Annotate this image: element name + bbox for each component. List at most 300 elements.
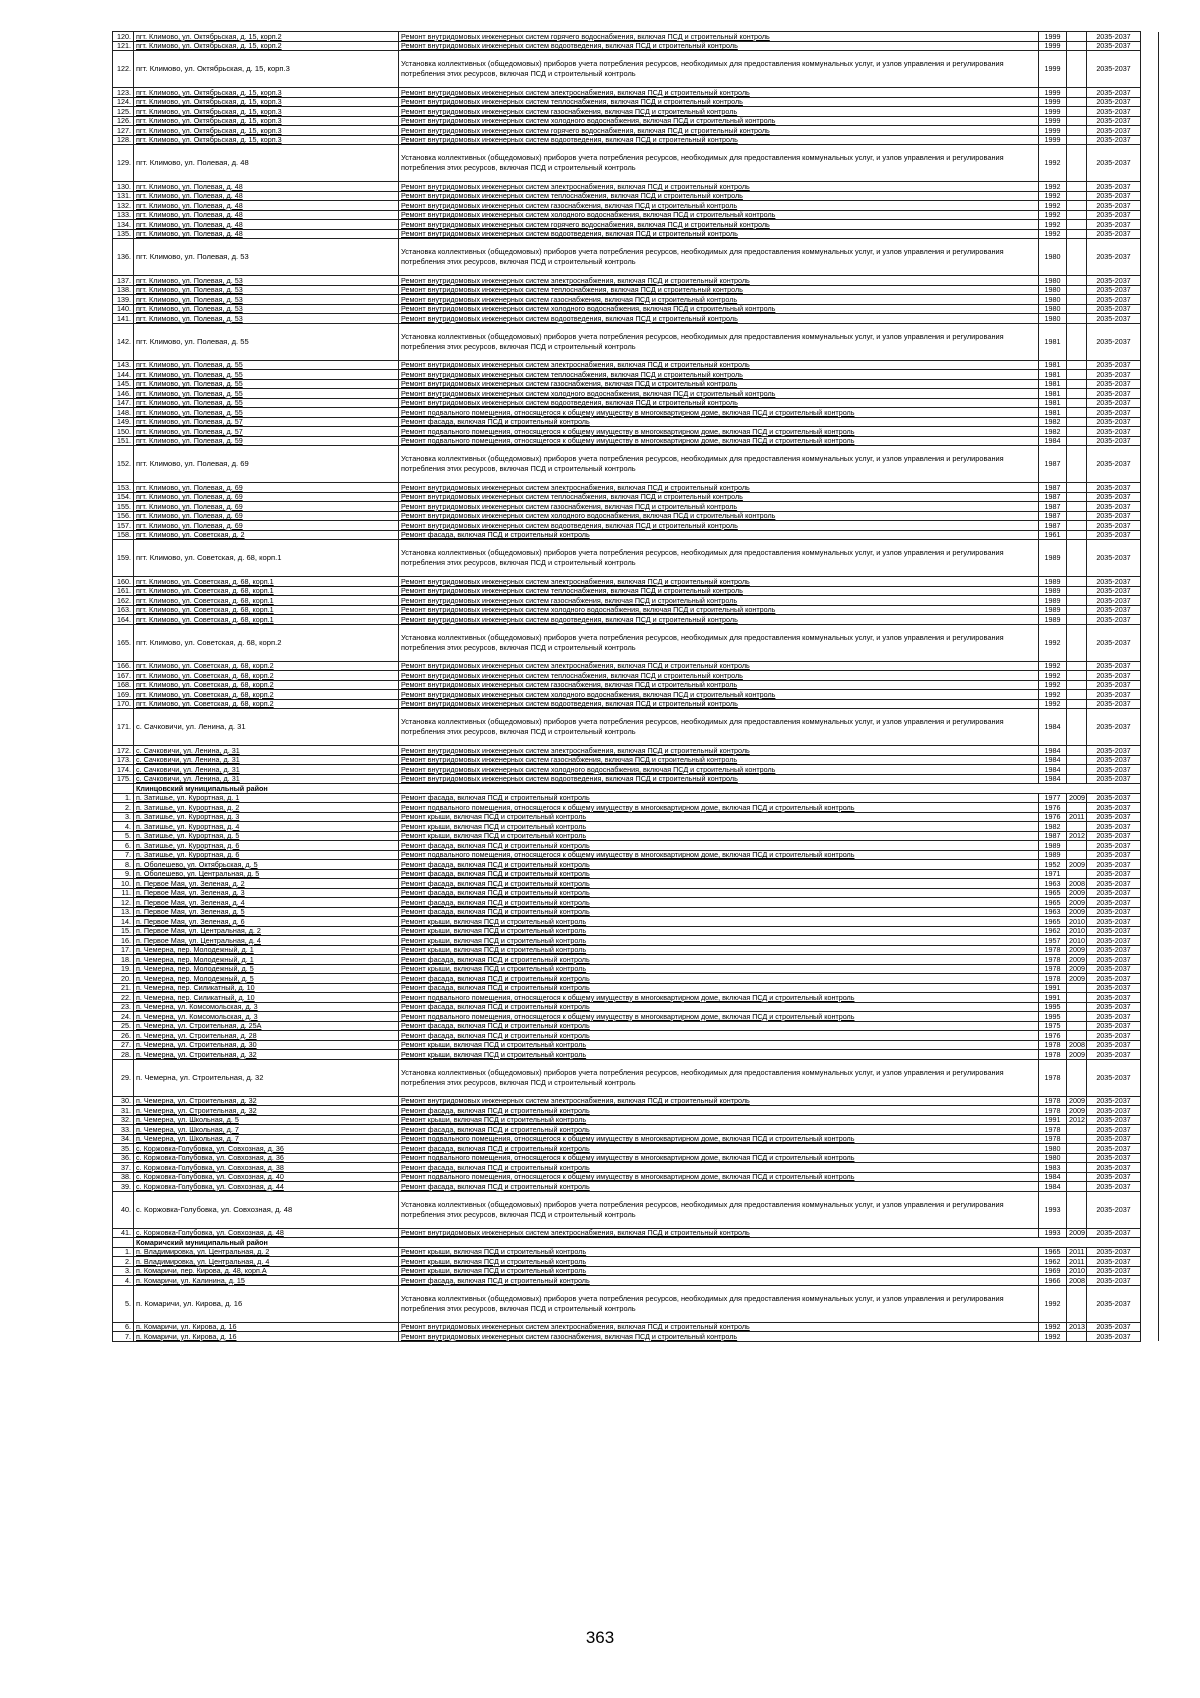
- build-year-cell: 1984: [1039, 746, 1067, 756]
- last-repair-year-cell: [1067, 1163, 1087, 1173]
- address-cell: пгт. Климово, ул. Полевая, д. 55: [134, 408, 399, 418]
- work-type-cell: Установка коллективных (общедомовых) приборов учета потребления ресурсов, необходимых для предоставления коммунальных услуг, и узлов управления и регулирования потребления этих ресурсов, включая ПСД и строительный контроль: [399, 323, 1039, 360]
- row-number: 41.: [113, 1228, 134, 1238]
- work-type-cell: Ремонт крыши, включая ПСД и строительный контроль: [399, 1050, 1039, 1060]
- planned-period-cell: 2035-2037: [1087, 1322, 1141, 1332]
- table-row: [113, 492, 1159, 502]
- address-cell: пгт. Климово, ул. Полевая, д. 55: [134, 360, 399, 370]
- last-repair-year-cell: [1067, 182, 1087, 192]
- build-year-cell: 1992: [1039, 661, 1067, 671]
- row-number: 169.: [113, 690, 134, 700]
- build-year-cell: 1992: [1039, 229, 1067, 239]
- build-year-cell: 1978: [1039, 974, 1067, 984]
- planned-period-cell: 2035-2037: [1087, 1163, 1141, 1173]
- address-cell: пгт. Климово, ул. Полевая, д. 53: [134, 295, 399, 305]
- planned-period-cell: 2035-2037: [1087, 492, 1141, 502]
- table-row: [113, 803, 1159, 813]
- build-year-cell: 1999: [1039, 135, 1067, 145]
- row-number: 159.: [113, 540, 134, 577]
- address-cell: пгт. Климово, ул. Полевая, д. 57: [134, 417, 399, 427]
- build-year-cell: 1981: [1039, 323, 1067, 360]
- extra-cell: [1141, 690, 1159, 700]
- extra-cell: [1141, 295, 1159, 305]
- last-repair-year-cell: 2009: [1067, 964, 1087, 974]
- district-blank-cell: [113, 784, 134, 794]
- row-number: 172.: [113, 746, 134, 756]
- work-type-cell: Ремонт крыши, включая ПСД и строительный контроль: [399, 964, 1039, 974]
- last-repair-year-cell: [1067, 1144, 1087, 1154]
- row-number: 153.: [113, 483, 134, 493]
- work-type-cell: Установка коллективных (общедомовых) приборов учета потребления ресурсов, необходимых для предоставления коммунальных услуг, и узлов управления и регулирования потребления этих ресурсов, включая ПСД и строительный контроль: [399, 624, 1039, 661]
- row-number: 170.: [113, 699, 134, 709]
- build-year-cell: 1965: [1039, 1247, 1067, 1257]
- extra-cell: [1141, 408, 1159, 418]
- address-cell: с. Сачковичи, ул. Ленина, д. 31: [134, 765, 399, 775]
- build-year-cell: 1992: [1039, 680, 1067, 690]
- build-year-cell: 1992: [1039, 210, 1067, 220]
- row-number: 163.: [113, 605, 134, 615]
- work-type-cell: Ремонт внутридомовых инженерных систем электроснабжения, включая ПСД и строительный контроль: [399, 182, 1039, 192]
- address-cell: п. Затишье, ул. Курортная, д. 6: [134, 841, 399, 851]
- row-number: 168.: [113, 680, 134, 690]
- extra-cell: [1141, 1031, 1159, 1041]
- row-number: 175.: [113, 774, 134, 784]
- last-repair-year-cell: [1067, 1002, 1087, 1012]
- last-repair-year-cell: 2009: [1067, 898, 1087, 908]
- address-cell: п. Комаричи, ул. Калинина, д. 15: [134, 1276, 399, 1286]
- extra-cell: [1141, 276, 1159, 286]
- planned-period-cell: 2035-2037: [1087, 879, 1141, 889]
- row-number: 174.: [113, 765, 134, 775]
- extra-cell: [1141, 530, 1159, 540]
- work-type-cell: Ремонт внутридомовых инженерных систем водоотведения, включая ПСД и строительный контроль: [399, 229, 1039, 239]
- planned-period-cell: 2035-2037: [1087, 1002, 1141, 1012]
- planned-period-cell: 2035-2037: [1087, 201, 1141, 211]
- work-type-cell: Ремонт внутридомовых инженерных систем электроснабжения, включая ПСД и строительный контроль: [399, 1322, 1039, 1332]
- address-cell: пгт. Климово, ул. Полевая, д. 48: [134, 201, 399, 211]
- address-cell: пгт. Климово, ул. Полевая, д. 69: [134, 502, 399, 512]
- address-cell: с. Сачковичи, ул. Ленина, д. 31: [134, 709, 399, 746]
- row-number: 32.: [113, 1115, 134, 1125]
- row-number: 139.: [113, 295, 134, 305]
- work-type-cell: Ремонт внутридомовых инженерных систем теплоснабжения, включая ПСД и строительный контроль: [399, 191, 1039, 201]
- extra-cell: [1141, 323, 1159, 360]
- address-cell: с. Коржовка-Голубовка, ул. Совхозная, д. 38: [134, 1163, 399, 1173]
- extra-cell: [1141, 1163, 1159, 1173]
- table-row: [113, 276, 1159, 286]
- work-type-cell: Ремонт подвального помещения, относящегося к общему имуществу в многоквартирном доме, включая ПСД и строительный контроль: [399, 1134, 1039, 1144]
- extra-cell: [1141, 1247, 1159, 1257]
- extra-cell: [1141, 1182, 1159, 1192]
- build-year-cell: 1975: [1039, 1021, 1067, 1031]
- address-cell: п. Комаричи, пер. Кирова, д. 48, корп.А: [134, 1266, 399, 1276]
- extra-cell: [1141, 1172, 1159, 1182]
- schedule-sheet: [112, 31, 1158, 1342]
- table-row: [113, 586, 1159, 596]
- work-type-cell: Ремонт фасада, включая ПСД и строительный контроль: [399, 1276, 1039, 1286]
- row-number: 23.: [113, 1002, 134, 1012]
- planned-period-cell: 2035-2037: [1087, 964, 1141, 974]
- address-cell: пгт. Климово, ул. Советская, д. 68, корп.2: [134, 671, 399, 681]
- build-year-cell: 1984: [1039, 765, 1067, 775]
- address-cell: пгт. Климово, ул. Полевая, д. 53: [134, 276, 399, 286]
- last-repair-year-cell: [1067, 436, 1087, 446]
- address-cell: пгт. Климово, ул. Полевая, д. 53: [134, 285, 399, 295]
- planned-period-cell: 2035-2037: [1087, 1285, 1141, 1322]
- last-repair-year-cell: 2009: [1067, 1096, 1087, 1106]
- address-cell: п. Комаричи, ул. Кирова, д. 16: [134, 1332, 399, 1342]
- address-cell: пгт. Климово, ул. Полевая, д. 55: [134, 370, 399, 380]
- address-cell: п. Первое Мая, ул. Зеленая, д. 4: [134, 898, 399, 908]
- row-number: 140.: [113, 304, 134, 314]
- planned-period-cell: 2035-2037: [1087, 661, 1141, 671]
- work-type-cell: Ремонт фасада, включая ПСД и строительный контроль: [399, 869, 1039, 879]
- table-row: [113, 135, 1159, 145]
- address-cell: пгт. Климово, ул. Полевая, д. 55: [134, 379, 399, 389]
- extra-cell: [1141, 680, 1159, 690]
- planned-period-cell: 2035-2037: [1087, 41, 1141, 51]
- district-name: Комаричский муниципальный район: [134, 1238, 399, 1248]
- district-header-row: [113, 784, 1159, 794]
- table-row: [113, 1276, 1159, 1286]
- build-year-cell: 1980: [1039, 276, 1067, 286]
- build-year-cell: 1961: [1039, 530, 1067, 540]
- extra-cell: [1141, 822, 1159, 832]
- row-number: 2.: [113, 1257, 134, 1267]
- work-type-cell: Ремонт внутридомовых инженерных систем холодного водоснабжения, включая ПСД и строительный контроль: [399, 690, 1039, 700]
- row-number: 27.: [113, 1040, 134, 1050]
- planned-period-cell: 2035-2037: [1087, 1276, 1141, 1286]
- table-row: [113, 389, 1159, 399]
- build-year-cell: 1981: [1039, 389, 1067, 399]
- last-repair-year-cell: [1067, 774, 1087, 784]
- build-year-cell: 1978: [1039, 955, 1067, 965]
- row-number: 3.: [113, 1266, 134, 1276]
- last-repair-year-cell: [1067, 661, 1087, 671]
- planned-period-cell: 2035-2037: [1087, 1266, 1141, 1276]
- work-type-cell: Ремонт крыши, включая ПСД и строительный контроль: [399, 831, 1039, 841]
- address-cell: пгт. Климово, ул. Полевая, д. 48: [134, 182, 399, 192]
- last-repair-year-cell: [1067, 605, 1087, 615]
- work-type-cell: Ремонт внутридомовых инженерных систем водоотведения, включая ПСД и строительный контроль: [399, 41, 1039, 51]
- planned-period-cell: 2035-2037: [1087, 955, 1141, 965]
- address-cell: пгт. Климово, ул. Октябрьская, д. 15, корп.2: [134, 41, 399, 51]
- planned-period-cell: 2035-2037: [1087, 107, 1141, 117]
- extra-cell: [1141, 32, 1159, 42]
- last-repair-year-cell: [1067, 116, 1087, 126]
- last-repair-year-cell: [1067, 1191, 1087, 1228]
- work-type-cell: Ремонт фасада, включая ПСД и строительный контроль: [399, 860, 1039, 870]
- work-type-cell: Ремонт внутридомовых инженерных систем электроснабжения, включая ПСД и строительный контроль: [399, 483, 1039, 493]
- last-repair-year-cell: [1067, 41, 1087, 51]
- table-row: [113, 210, 1159, 220]
- last-repair-year-cell: 2009: [1067, 974, 1087, 984]
- extra-cell: [1141, 1238, 1159, 1248]
- extra-cell: [1141, 370, 1159, 380]
- build-year-cell: 1980: [1039, 1144, 1067, 1154]
- build-year-cell: 1987: [1039, 492, 1067, 502]
- work-type-cell: Ремонт внутридомовых инженерных систем газоснабжения, включая ПСД и строительный контроль: [399, 596, 1039, 606]
- planned-period-cell: 2035-2037: [1087, 436, 1141, 446]
- table-row: [113, 1144, 1159, 1154]
- extra-cell: [1141, 502, 1159, 512]
- work-type-cell: Установка коллективных (общедомовых) приборов учета потребления ресурсов, необходимых для предоставления коммунальных услуг, и узлов управления и регулирования потребления этих ресурсов, включая ПСД и строительный контроль: [399, 51, 1039, 88]
- last-repair-year-cell: 2009: [1067, 1050, 1087, 1060]
- district-blank-cell: [113, 1238, 134, 1248]
- extra-cell: [1141, 907, 1159, 917]
- table-row: [113, 615, 1159, 625]
- row-number: 133.: [113, 210, 134, 220]
- extra-cell: [1141, 446, 1159, 483]
- extra-cell: [1141, 784, 1159, 794]
- row-number: 20.: [113, 974, 134, 984]
- row-number: 34.: [113, 1134, 134, 1144]
- address-cell: п. Чемерна, ул. Строительная, д. 32: [134, 1050, 399, 1060]
- row-number: 36.: [113, 1153, 134, 1163]
- extra-cell: [1141, 803, 1159, 813]
- row-number: 30.: [113, 1096, 134, 1106]
- table-row: [113, 765, 1159, 775]
- planned-period-cell: 2035-2037: [1087, 765, 1141, 775]
- build-year-cell: 1989: [1039, 605, 1067, 615]
- work-type-cell: Ремонт внутридомовых инженерных систем электроснабжения, включая ПСД и строительный контроль: [399, 746, 1039, 756]
- work-type-cell: Ремонт крыши, включая ПСД и строительный контроль: [399, 926, 1039, 936]
- repair-schedule-table: [112, 31, 1159, 1342]
- build-year-cell: 1983: [1039, 1163, 1067, 1173]
- row-number: 152.: [113, 446, 134, 483]
- build-year-cell: 1976: [1039, 803, 1067, 813]
- work-type-cell: Ремонт крыши, включая ПСД и строительный контроль: [399, 812, 1039, 822]
- address-cell: пгт. Климово, ул. Полевая, д. 53: [134, 304, 399, 314]
- extra-cell: [1141, 699, 1159, 709]
- build-year-cell: 1992: [1039, 1332, 1067, 1342]
- last-repair-year-cell: [1067, 427, 1087, 437]
- last-repair-year-cell: [1067, 1332, 1087, 1342]
- build-year-cell: 1999: [1039, 88, 1067, 98]
- planned-period-cell: 2035-2037: [1087, 370, 1141, 380]
- extra-cell: [1141, 605, 1159, 615]
- build-year-cell: 1992: [1039, 145, 1067, 182]
- table-row: [113, 417, 1159, 427]
- build-year-cell: 1987: [1039, 446, 1067, 483]
- table-row: [113, 229, 1159, 239]
- planned-period-cell: 2035-2037: [1087, 1257, 1141, 1267]
- extra-cell: [1141, 850, 1159, 860]
- build-year-cell: 1981: [1039, 379, 1067, 389]
- address-cell: п. Чемерна, ул. Комсомольская, д. 3: [134, 1012, 399, 1022]
- table-row: [113, 314, 1159, 324]
- build-year-cell: 1980: [1039, 295, 1067, 305]
- row-number: 142.: [113, 323, 134, 360]
- extra-cell: [1141, 97, 1159, 107]
- work-type-cell: Ремонт подвального помещения, относящегося к общему имуществу в многоквартирном доме, включая ПСД и строительный контроль: [399, 850, 1039, 860]
- address-cell: пгт. Климово, ул. Советская, д. 68, корп.1: [134, 540, 399, 577]
- extra-cell: [1141, 1096, 1159, 1106]
- address-cell: пгт. Климово, ул. Октябрьская, д. 15, корп.3: [134, 135, 399, 145]
- planned-period-cell: 2035-2037: [1087, 907, 1141, 917]
- last-repair-year-cell: [1067, 201, 1087, 211]
- address-cell: п. Оболешево, ул. Октябрьская, д. 5: [134, 860, 399, 870]
- last-repair-year-cell: [1067, 483, 1087, 493]
- table-row: [113, 530, 1159, 540]
- work-type-cell: Ремонт внутридомовых инженерных систем газоснабжения, включая ПСД и строительный контроль: [399, 755, 1039, 765]
- build-year-cell: 1995: [1039, 1002, 1067, 1012]
- last-repair-year-cell: [1067, 1059, 1087, 1096]
- build-year-cell: 1978: [1039, 964, 1067, 974]
- work-type-cell: Ремонт фасада, включая ПСД и строительный контроль: [399, 530, 1039, 540]
- last-repair-year-cell: [1067, 408, 1087, 418]
- planned-period-cell: 2035-2037: [1087, 511, 1141, 521]
- address-cell: пгт. Климово, ул. Полевая, д. 48: [134, 145, 399, 182]
- table-row: [113, 370, 1159, 380]
- address-cell: пгт. Климово, ул. Советская, д. 68, корп.1: [134, 586, 399, 596]
- row-number: 5.: [113, 1285, 134, 1322]
- address-cell: пгт. Климово, ул. Октябрьская, д. 15, корп.3: [134, 88, 399, 98]
- extra-cell: [1141, 492, 1159, 502]
- last-repair-year-cell: [1067, 88, 1087, 98]
- build-year-cell: 1981: [1039, 370, 1067, 380]
- row-number: 6.: [113, 841, 134, 851]
- extra-cell: [1141, 624, 1159, 661]
- last-repair-year-cell: [1067, 841, 1087, 851]
- address-cell: пгт. Климово, ул. Полевая, д. 53: [134, 314, 399, 324]
- planned-period-cell: 2035-2037: [1087, 314, 1141, 324]
- last-repair-year-cell: [1067, 1031, 1087, 1041]
- row-number: 167.: [113, 671, 134, 681]
- row-number: 141.: [113, 314, 134, 324]
- row-number: 21.: [113, 983, 134, 993]
- build-year-cell: 1978: [1039, 945, 1067, 955]
- work-type-cell: Ремонт фасада, включая ПСД и строительный контроль: [399, 898, 1039, 908]
- last-repair-year-cell: 2011: [1067, 812, 1087, 822]
- address-cell: с. Коржовка-Голубовка, ул. Совхозная, д. 48: [134, 1191, 399, 1228]
- address-cell: пгт. Климово, ул. Октябрьская, д. 15, корп.2: [134, 32, 399, 42]
- table-row: [113, 841, 1159, 851]
- work-type-cell: Ремонт крыши, включая ПСД и строительный контроль: [399, 1040, 1039, 1050]
- planned-period-cell: 2035-2037: [1087, 530, 1141, 540]
- extra-cell: [1141, 888, 1159, 898]
- extra-cell: [1141, 220, 1159, 230]
- address-cell: пгт. Климово, ул. Октябрьская, д. 15, корп.3: [134, 51, 399, 88]
- table-row: [113, 983, 1159, 993]
- table-row: [113, 521, 1159, 531]
- planned-period-cell: 2035-2037: [1087, 1172, 1141, 1182]
- build-year-cell: 1963: [1039, 907, 1067, 917]
- row-number: 171.: [113, 709, 134, 746]
- address-cell: п. Чемерна, ул. Строительная, д. 25А: [134, 1021, 399, 1031]
- build-year-cell: 1993: [1039, 1191, 1067, 1228]
- district-filler-cell: [399, 784, 1141, 794]
- last-repair-year-cell: 2008: [1067, 879, 1087, 889]
- work-type-cell: Ремонт внутридомовых инженерных систем теплоснабжения, включая ПСД и строительный контроль: [399, 586, 1039, 596]
- table-row: [113, 624, 1159, 661]
- row-number: 166.: [113, 661, 134, 671]
- planned-period-cell: 2035-2037: [1087, 709, 1141, 746]
- extra-cell: [1141, 709, 1159, 746]
- planned-period-cell: 2035-2037: [1087, 974, 1141, 984]
- build-year-cell: 1969: [1039, 1266, 1067, 1276]
- build-year-cell: 1980: [1039, 285, 1067, 295]
- table-row: [113, 746, 1159, 756]
- table-row: [113, 295, 1159, 305]
- build-year-cell: 1989: [1039, 850, 1067, 860]
- address-cell: п. Первое Мая, ул. Центральная, д. 2: [134, 926, 399, 936]
- last-repair-year-cell: 2011: [1067, 1247, 1087, 1257]
- table-row: [113, 107, 1159, 117]
- work-type-cell: Ремонт фасада, включая ПСД и строительный контроль: [399, 955, 1039, 965]
- address-cell: пгт. Климово, ул. Советская, д. 68, корп.2: [134, 680, 399, 690]
- planned-period-cell: 2035-2037: [1087, 1059, 1141, 1096]
- planned-period-cell: 2035-2037: [1087, 812, 1141, 822]
- last-repair-year-cell: [1067, 680, 1087, 690]
- work-type-cell: Ремонт крыши, включая ПСД и строительный контроль: [399, 945, 1039, 955]
- planned-period-cell: 2035-2037: [1087, 983, 1141, 993]
- extra-cell: [1141, 1153, 1159, 1163]
- work-type-cell: Ремонт внутридомовых инженерных систем теплоснабжения, включая ПСД и строительный контроль: [399, 370, 1039, 380]
- work-type-cell: Ремонт фасада, включая ПСД и строительный контроль: [399, 1182, 1039, 1192]
- row-number: 1.: [113, 1247, 134, 1257]
- work-type-cell: Ремонт внутридомовых инженерных систем электроснабжения, включая ПСД и строительный контроль: [399, 88, 1039, 98]
- extra-cell: [1141, 955, 1159, 965]
- build-year-cell: 1984: [1039, 1172, 1067, 1182]
- build-year-cell: 1965: [1039, 888, 1067, 898]
- table-row: [113, 446, 1159, 483]
- table-row: [113, 182, 1159, 192]
- last-repair-year-cell: [1067, 135, 1087, 145]
- extra-cell: [1141, 1276, 1159, 1286]
- build-year-cell: 1989: [1039, 577, 1067, 587]
- work-type-cell: Ремонт внутридомовых инженерных систем водоотведения, включая ПСД и строительный контроль: [399, 774, 1039, 784]
- work-type-cell: Ремонт фасада, включая ПСД и строительный контроль: [399, 1163, 1039, 1173]
- table-row: [113, 936, 1159, 946]
- row-number: 19.: [113, 964, 134, 974]
- planned-period-cell: 2035-2037: [1087, 596, 1141, 606]
- extra-cell: [1141, 1257, 1159, 1267]
- row-number: 155.: [113, 502, 134, 512]
- table-row: [113, 1106, 1159, 1116]
- last-repair-year-cell: 2009: [1067, 945, 1087, 955]
- work-type-cell: Ремонт внутридомовых инженерных систем газоснабжения, включая ПСД и строительный контроль: [399, 379, 1039, 389]
- build-year-cell: 1976: [1039, 1031, 1067, 1041]
- planned-period-cell: 2035-2037: [1087, 304, 1141, 314]
- address-cell: пгт. Климово, ул. Советская, д. 68, корп.1: [134, 615, 399, 625]
- table-row: [113, 201, 1159, 211]
- address-cell: пгт. Климово, ул. Полевая, д. 57: [134, 427, 399, 437]
- build-year-cell: 1977: [1039, 793, 1067, 803]
- table-row: [113, 812, 1159, 822]
- address-cell: пгт. Климово, ул. Полевая, д. 55: [134, 323, 399, 360]
- planned-period-cell: 2035-2037: [1087, 323, 1141, 360]
- planned-period-cell: 2035-2037: [1087, 521, 1141, 531]
- row-number: 151.: [113, 436, 134, 446]
- row-number: 129.: [113, 145, 134, 182]
- work-type-cell: Ремонт подвального помещения, относящегося к общему имуществу в многоквартирном доме, включая ПСД и строительный контроль: [399, 1153, 1039, 1163]
- extra-cell: [1141, 1322, 1159, 1332]
- extra-cell: [1141, 841, 1159, 851]
- table-row: [113, 1163, 1159, 1173]
- planned-period-cell: 2035-2037: [1087, 97, 1141, 107]
- extra-cell: [1141, 860, 1159, 870]
- work-type-cell: Ремонт внутридомовых инженерных систем теплоснабжения, включая ПСД и строительный контроль: [399, 492, 1039, 502]
- address-cell: пгт. Климово, ул. Октябрьская, д. 15, корп.3: [134, 97, 399, 107]
- last-repair-year-cell: [1067, 869, 1087, 879]
- last-repair-year-cell: [1067, 699, 1087, 709]
- extra-cell: [1141, 540, 1159, 577]
- work-type-cell: Ремонт внутридомовых инженерных систем электроснабжения, включая ПСД и строительный контроль: [399, 276, 1039, 286]
- address-cell: п. Первое Мая, ул. Зеленая, д. 6: [134, 917, 399, 927]
- table-row: [113, 577, 1159, 587]
- work-type-cell: Ремонт подвального помещения, относящегося к общему имуществу в многоквартирном доме, включая ПСД и строительный контроль: [399, 993, 1039, 1003]
